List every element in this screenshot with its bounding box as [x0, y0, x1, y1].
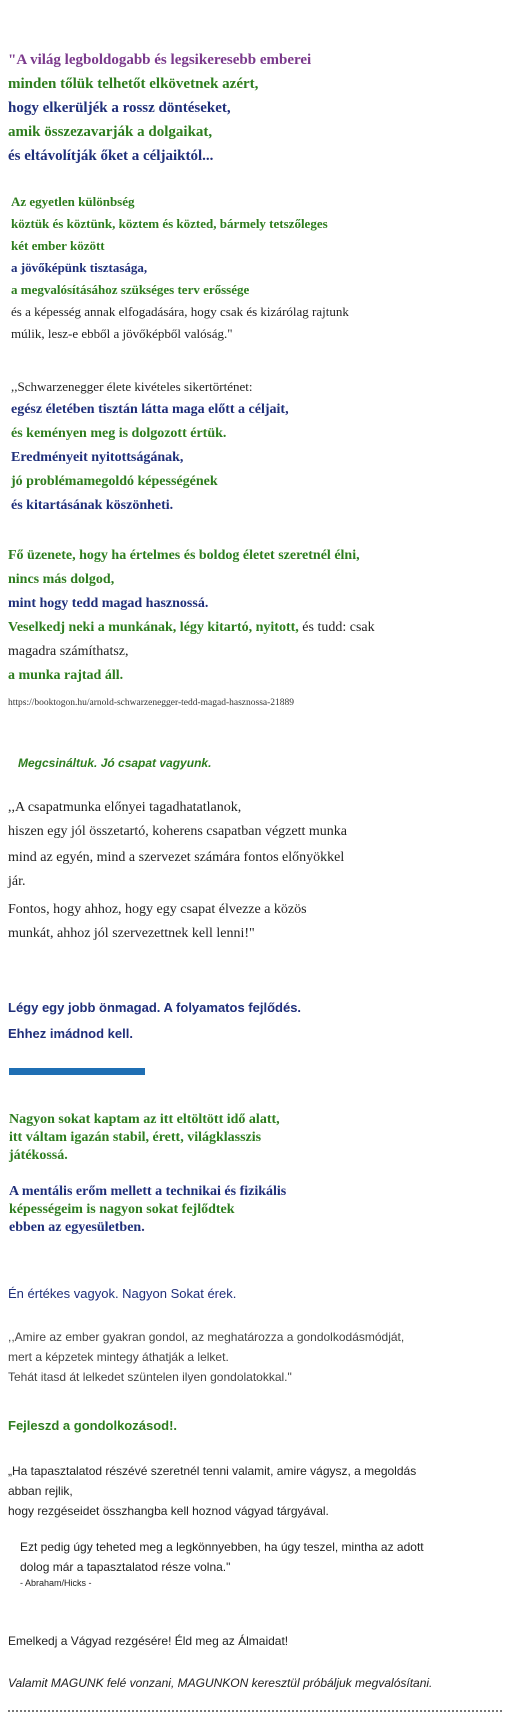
- schwarzenegger-line: Eredményeit nyitottságának,: [11, 450, 184, 465]
- thinking-line: ,,Amire az ember gyakran gondol, az meghatározza a gondolkodásmódját,: [8, 1330, 405, 1344]
- quote-line: és a képesség annak elfogadására, hogy csak és kizárólag rajtunk: [11, 304, 349, 319]
- develop-heading: Fejleszd a gondolkozásod!.: [8, 1418, 178, 1433]
- quote-line: köztük és köztünk, köztem és közted, bármely tetszőleges: [11, 216, 328, 231]
- message-tail: és tudd: csak: [298, 620, 375, 635]
- mental-line: A mentális erőm mellett a technikai és fizikális: [9, 1184, 287, 1199]
- thinking-line: mert a képzetek mintegy áthatják a lelket.: [8, 1350, 229, 1364]
- teamwork-line: ,,A csapatmunka előnyei tagadhatatlanok,: [8, 800, 242, 815]
- quote-line: minden tőlük telhetőt elkövetnek azért,: [8, 76, 259, 92]
- abraham-line: „Ha tapasztalatod részévé szeretnél tenni valamit, amire vágysz, a megoldás: [8, 1464, 417, 1478]
- message-line: mint hogy tedd magad hasznossá.: [8, 596, 209, 611]
- quote-line: a jövőképünk tisztasága,: [11, 260, 148, 275]
- blue-divider: [9, 1068, 145, 1075]
- source-link[interactable]: https://booktogon.hu/arnold-schwarzenegger-tedd-magad-hasznossa-21889: [8, 698, 295, 708]
- schwarzenegger-line: egész életében tisztán látta maga előtt a céljait,: [11, 402, 289, 417]
- message-line: [8, 620, 375, 636]
- quote-line: és eltávolítják őket a céljaiktól...: [8, 148, 214, 164]
- abraham-indent-line: dolog már a tapasztalatod része volna.": [20, 1560, 231, 1574]
- teamwork-line: munkát, ahhoz jól szervezettnek kell lenni!": [8, 926, 255, 941]
- abraham-line: abban rejlik,: [8, 1484, 73, 1498]
- schwarzenegger-line: ,,Schwarzenegger élete kivételes sikertörténet:: [11, 379, 253, 394]
- closing-line: Emelkedj a Vágyad rezgésére! Éld meg az Álmaidat!: [8, 1634, 289, 1648]
- quote-line: múlik, lesz-e ebből a jövőképből valóság.": [11, 326, 233, 341]
- thinking-line: Tehát itasd át lelkedet szüntelen ilyen gondolatokkal.": [8, 1370, 292, 1384]
- worth-statement: Én értékes vagyok. Nagyon Sokat érek.: [8, 1286, 237, 1301]
- player-line: itt váltam igazán stabil, érett, világklasszis: [9, 1130, 262, 1145]
- schwarzenegger-line: jó problémamegoldó képességének: [11, 474, 218, 489]
- abraham-author: - Abraham/Hicks -: [20, 1578, 92, 1588]
- teamwork-line: jár.: [8, 874, 26, 889]
- teamwork-line: mind az egyén, mind a szervezet számára fontos előnyökkel: [8, 850, 345, 865]
- mental-line: képességeim is nagyon sokat fejlődtek: [9, 1202, 235, 1217]
- message-line: Fő üzenete, hogy ha értelmes és boldog életet szeretnél élni,: [8, 548, 360, 563]
- dotted-divider: [8, 1710, 502, 1712]
- quote-line: a megvalósításához szükséges terv erőssége: [11, 282, 250, 297]
- player-line: játékossá.: [9, 1148, 68, 1163]
- quote-line: két ember között: [11, 238, 105, 253]
- schwarzenegger-line: és keményen meg is dolgozott értük.: [11, 426, 227, 441]
- teamwork-line: hiszen egy jól összetartó, koherens csapatban végzett munka: [8, 824, 347, 839]
- mental-line: ebben az egyesületben.: [9, 1220, 145, 1235]
- schwarzenegger-line: és kitartásának köszönheti.: [11, 498, 174, 513]
- abraham-line: hogy rezgéseidet összhangba kell hoznod vágyad tárgyával.: [8, 1504, 329, 1518]
- quote-line: hogy elkerüljék a rossz döntéseket,: [8, 100, 231, 116]
- message-line: nincs más dolgod,: [8, 572, 115, 587]
- teamwork-line: Fontos, hogy ahhoz, hogy egy csapat élvezze a közös: [8, 902, 307, 917]
- quote-line: Az egyetlen különbség: [11, 194, 135, 209]
- self-improve-line: Ehhez imádnod kell.: [8, 1026, 133, 1041]
- team-heading: Megcsináltuk. Jó csapat vagyunk.: [18, 756, 212, 770]
- message-line: a munka rajtad áll.: [8, 668, 124, 683]
- closing-line: Valamit MAGUNK felé vonzani, MAGUNKON keresztül próbáljuk megvalósítani.: [8, 1676, 433, 1690]
- quote-line: amik összezavarják a dolgaikat,: [8, 124, 213, 140]
- player-line: Nagyon sokat kaptam az itt eltöltött idő alatt,: [9, 1112, 280, 1127]
- abraham-indent-line: Ezt pedig úgy teheted meg a legkönnyebben, ha úgy teszel, mintha az adott: [20, 1540, 424, 1554]
- quote-line: "A világ legboldogabb és legsikeresebb emberei: [8, 52, 312, 68]
- self-improve-line: Légy egy jobb önmagad. A folyamatos fejlődés.: [8, 1000, 302, 1015]
- message-line: magadra számíthatsz,: [8, 644, 129, 659]
- message-emphasis: Veselkedj neki a munkának, légy kitartó, nyitott,: [8, 620, 299, 635]
